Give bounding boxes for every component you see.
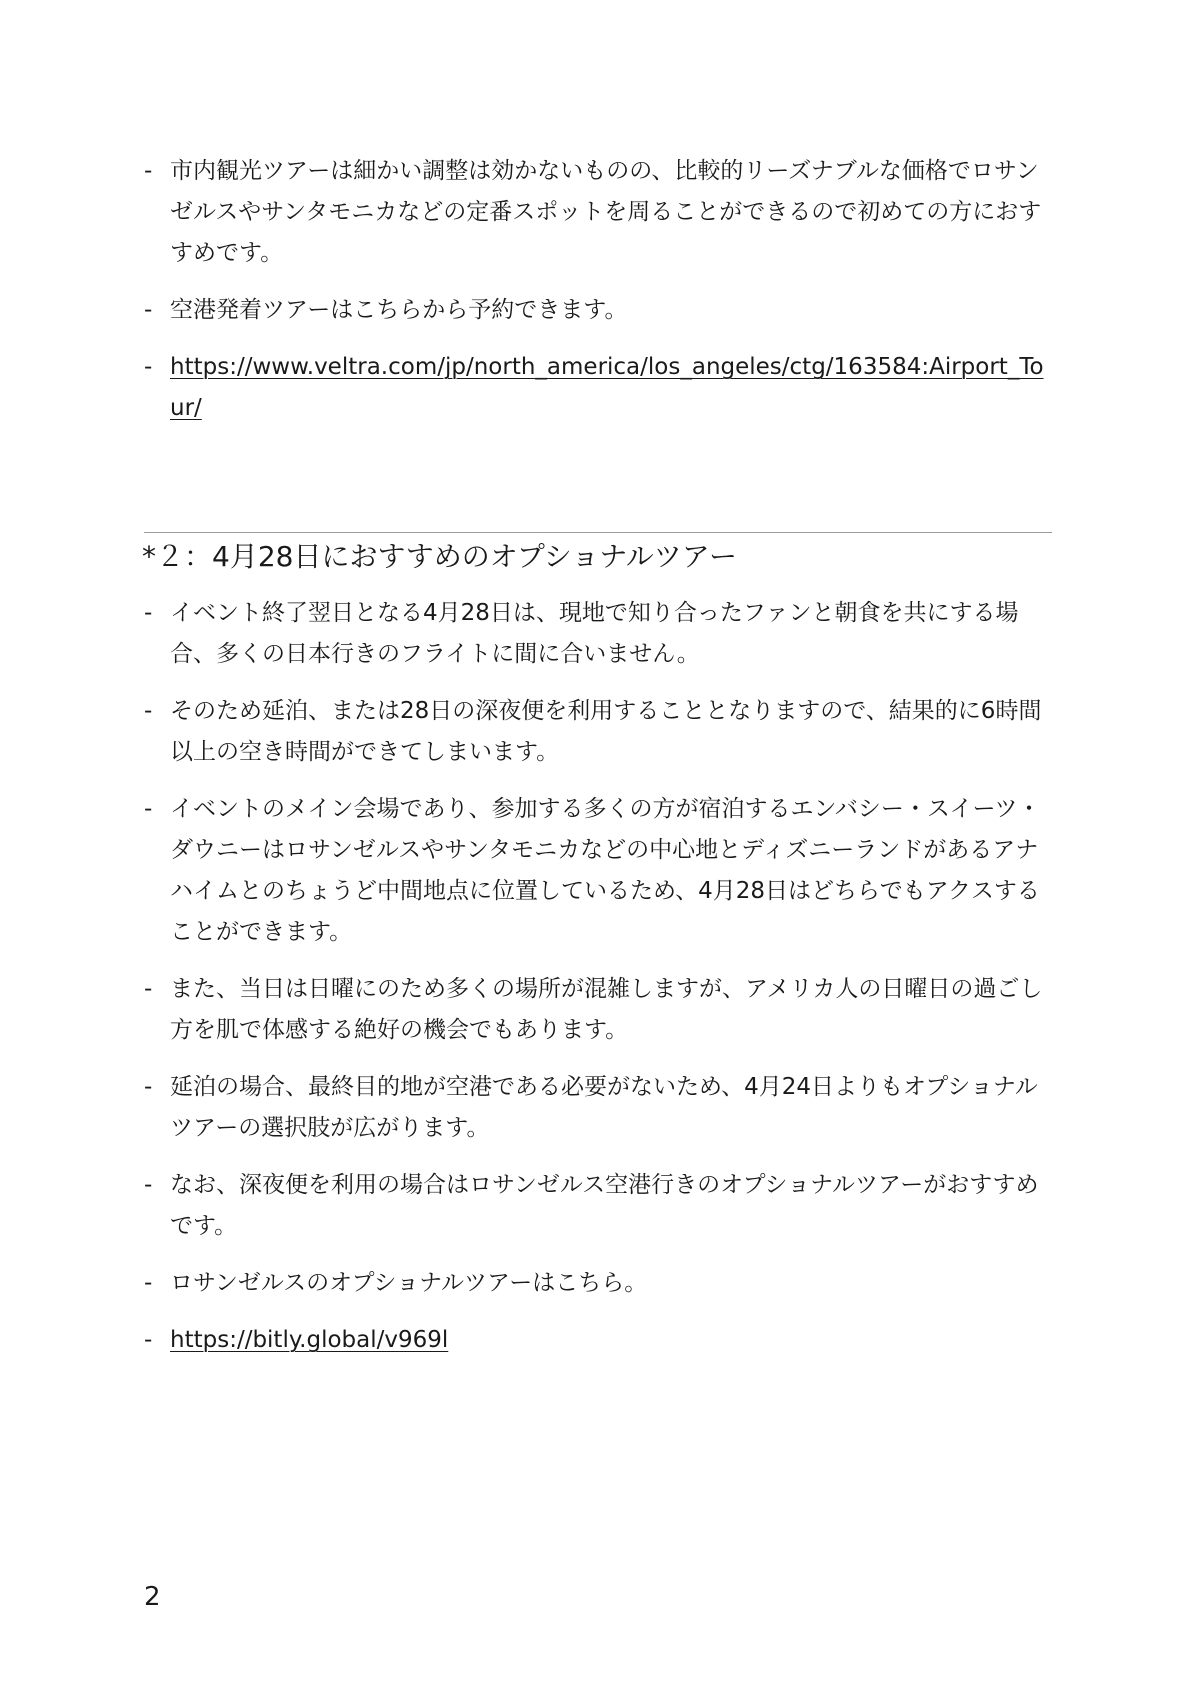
section-divider [144,532,1052,533]
la-tours-link[interactable]: https://bitly.global/v969l [170,1327,449,1353]
bullet-dash: - [144,1074,153,1100]
list-item [144,593,1044,675]
bullet-dash: - [144,1327,153,1353]
list-item [144,151,1044,274]
bullet-dash: - [144,1270,153,1296]
list-item [144,1067,1044,1149]
bullet-list-section [144,593,1044,1377]
bullet-list-top [144,151,1044,445]
list-item-text: 市内観光ツアーは細かい調整は効かないものの、比較的リーズナブルな価格でロサンゼルスやサンタモニカなどの定番スポットを周ることができるので初めての方におすすめです。 [170,158,1042,266]
list-item-text: そのため延泊、または28日の深夜便を利用することとなりますので、結果的に6時間以上の空き時間ができてしまいます。 [170,698,1042,765]
list-item-text: また、当日は日曜にのため多くの場所が混雑しますが、アメリカ人の日曜日の過ごし方を肌で体感する絶好の機会でもあります。 [170,976,1043,1043]
list-item [144,1165,1044,1247]
list-item [144,347,1044,429]
list-item-text: イベント終了翌日となる4月28日は、現地で知り合ったファンと朝食を共にする場合、多くの日本行きのフライトに間に合いません。 [170,600,1019,667]
list-item-text: なお、深夜便を利用の場合はロサンゼルス空港行きのオプショナルツアーがおすすめです。 [170,1172,1039,1239]
bullet-dash: - [144,698,153,724]
list-item [144,691,1044,773]
page-number: 2 [144,1582,161,1612]
bullet-dash: - [144,796,153,822]
bullet-dash: - [144,976,153,1002]
list-item-text: ロサンゼルスのオプショナルツアーはこちら。 [170,1270,648,1296]
section-heading: *２：4月28日におすすめのオプショナルツアー [142,540,737,573]
bullet-dash: - [144,158,153,184]
list-item [144,969,1044,1051]
airport-tour-link[interactable]: https://www.veltra.com/jp/north_america/los_angeles/ctg/163584:Airport_Tour/ [170,354,1044,421]
bullet-dash: - [144,297,153,323]
list-item-text: 空港発着ツアーはこちらから予約できます。 [170,297,628,323]
list-item [144,1320,1044,1361]
list-item-text: 延泊の場合、最終目的地が空港である必要がないため、4月24日よりもオプショナルツアーの選択肢が広がります。 [170,1074,1038,1141]
bullet-dash: - [144,1172,153,1198]
list-item [144,1263,1044,1304]
list-item [144,789,1044,953]
list-item [144,290,1044,331]
bullet-dash: - [144,600,153,626]
list-item-text: イベントのメイン会場であり、参加する多くの方が宿泊するエンバシー・スイーツ・ダウニーはロサンゼルスやサンタモニカなどの中心地とディズニーランドがあるアナハイムとのちょうど中間地点に位置しているため、4月28日はどちらでもアクスすることができます。 [170,796,1041,945]
bullet-dash: - [144,354,153,380]
